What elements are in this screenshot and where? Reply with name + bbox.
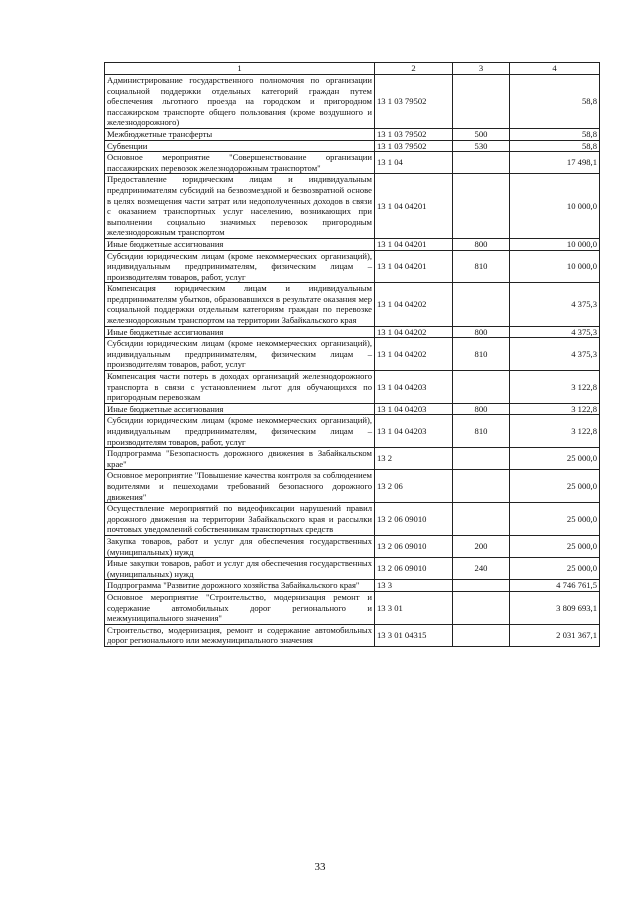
table-row [105, 503, 600, 536]
row-amount: 4 375,3 [510, 338, 600, 371]
row-name: Иные бюджетные ассигнования [105, 238, 375, 250]
row-amount: 25 000,0 [510, 535, 600, 557]
table-row [105, 75, 600, 129]
row-amount: 2 031 367,1 [510, 624, 600, 646]
row-name: Субвенции [105, 140, 375, 152]
row-amount: 3 122,8 [510, 403, 600, 415]
row-name: Администрирование государственного полномочия по организации социальной поддержки отдельных категорий граждан путем обеспечения льготного проезда на городском и пригородном пассажирском транспорте общего пользования (кроме воздушного и железнодорожного) [105, 75, 375, 129]
header-col-2: 2 [375, 63, 453, 75]
row-code: 13 2 [375, 448, 453, 470]
row-amount: 58,8 [510, 140, 600, 152]
row-name: Подпрограмма "Безопасность дорожного движения в Забайкальском крае" [105, 448, 375, 470]
row-expense-type [453, 580, 510, 592]
table-row [105, 403, 600, 415]
row-expense-type: 800 [453, 403, 510, 415]
table-row [105, 415, 600, 448]
row-name: Иные бюджетные ассигнования [105, 403, 375, 415]
row-amount: 10 000,0 [510, 238, 600, 250]
row-amount: 25 000,0 [510, 558, 600, 580]
row-expense-type [453, 371, 510, 404]
row-code: 13 1 04 04202 [375, 338, 453, 371]
row-name: Субсидии юридическим лицам (кроме некоммерческих организаций), индивидуальным предпринимателям, физическим лицам – производителям товаров, работ, услуг [105, 338, 375, 371]
row-code: 13 3 [375, 580, 453, 592]
row-name: Основное мероприятие "Совершенствование организации пассажирских перевозок железнодорожным транспортом" [105, 152, 375, 174]
row-amount: 10 000,0 [510, 174, 600, 239]
row-amount: 25 000,0 [510, 470, 600, 503]
table-row [105, 624, 600, 646]
row-code: 13 1 04 [375, 152, 453, 174]
row-expense-type [453, 503, 510, 536]
row-code: 13 1 04 04201 [375, 250, 453, 283]
row-code: 13 2 06 [375, 470, 453, 503]
row-expense-type: 530 [453, 140, 510, 152]
header-col-3: 3 [453, 63, 510, 75]
row-name: Основное мероприятие "Повышение качества контроля за соблюдением водителями и пешеходами требований безопасного дорожного движения" [105, 470, 375, 503]
row-amount: 4 375,3 [510, 283, 600, 326]
row-name: Субсидии юридическим лицам (кроме некоммерческих организаций), индивидуальным предпринимателям, физическим лицам – производителям товаров, работ, услуг [105, 250, 375, 283]
table-row [105, 470, 600, 503]
row-name: Межбюджетные трансферты [105, 128, 375, 140]
row-code: 13 1 04 04203 [375, 403, 453, 415]
table-row [105, 174, 600, 239]
row-amount: 58,8 [510, 75, 600, 129]
row-expense-type [453, 591, 510, 624]
row-amount: 3 122,8 [510, 415, 600, 448]
table-row [105, 580, 600, 592]
table-row [105, 250, 600, 283]
row-expense-type: 810 [453, 250, 510, 283]
row-expense-type: 240 [453, 558, 510, 580]
row-code: 13 3 01 04315 [375, 624, 453, 646]
table-row [105, 326, 600, 338]
row-code: 13 1 04 04202 [375, 326, 453, 338]
row-name: Предоставление юридическим лицам и индивидуальным предпринимателям субсидий на безвозмездной и безвозвратной основе в целях возмещения части затрат или недополученных доходов в связи с оказанием транспортных услуг населению, возникающих при выполнении социально значимых перевозок пригородным железнодорожным транспортом [105, 174, 375, 239]
row-code: 13 2 06 09010 [375, 558, 453, 580]
row-expense-type [453, 174, 510, 239]
row-name: Субсидии юридическим лицам (кроме некоммерческих организаций), индивидуальным предпринимателям, физическим лицам – производителям товаров, работ, услуг [105, 415, 375, 448]
row-expense-type: 500 [453, 128, 510, 140]
row-amount: 58,8 [510, 128, 600, 140]
row-expense-type: 810 [453, 338, 510, 371]
row-code: 13 1 04 04203 [375, 415, 453, 448]
row-code: 13 3 01 [375, 591, 453, 624]
row-code: 13 1 04 04203 [375, 371, 453, 404]
row-expense-type: 200 [453, 535, 510, 557]
row-name: Осуществление мероприятий по видеофиксации нарушений правил дорожного движения на территории Забайкальского края и рассылки почтовых уведомлений собственникам транспортных средств [105, 503, 375, 536]
row-code: 13 1 03 79502 [375, 75, 453, 129]
row-code: 13 1 04 04202 [375, 283, 453, 326]
row-amount: 17 498,1 [510, 152, 600, 174]
row-amount: 4 746 761,5 [510, 580, 600, 592]
page-number: 33 [314, 861, 326, 873]
row-amount: 4 375,3 [510, 326, 600, 338]
table-row [105, 238, 600, 250]
row-code: 13 1 04 04201 [375, 238, 453, 250]
row-amount: 3 809 693,1 [510, 591, 600, 624]
table-header-row [105, 63, 600, 75]
row-expense-type [453, 152, 510, 174]
row-expense-type [453, 470, 510, 503]
header-col-4: 4 [510, 63, 600, 75]
row-name: Иные закупки товаров, работ и услуг для обеспечения государственных (муниципальных) нужд [105, 558, 375, 580]
budget-table [104, 62, 600, 647]
row-expense-type: 800 [453, 238, 510, 250]
table-row [105, 558, 600, 580]
row-name: Компенсация части потерь в доходах организаций железнодорожного транспорта в связи с установлением льгот для обучающихся по пригородным перевозкам [105, 371, 375, 404]
row-name: Компенсация юридическим лицам и индивидуальным предпринимателям убытков, образовавшихся в результате оказания мер социальной поддержки отдельным категориям граждан по перевозке железнодорожным транспортом на территории Забайкальского края [105, 283, 375, 326]
row-expense-type: 810 [453, 415, 510, 448]
table-row [105, 283, 600, 326]
table-row [105, 535, 600, 557]
row-expense-type: 800 [453, 326, 510, 338]
table-row [105, 371, 600, 404]
row-code: 13 2 06 09010 [375, 535, 453, 557]
row-expense-type [453, 283, 510, 326]
row-name: Основное мероприятие "Строительство, модернизация ремонт и содержание автомобильных дорог регионального и межмуниципального значения" [105, 591, 375, 624]
row-amount: 10 000,0 [510, 250, 600, 283]
row-amount: 25 000,0 [510, 448, 600, 470]
row-expense-type [453, 624, 510, 646]
row-code: 13 2 06 09010 [375, 503, 453, 536]
row-name: Иные бюджетные ассигнования [105, 326, 375, 338]
row-amount: 25 000,0 [510, 503, 600, 536]
table-row [105, 128, 600, 140]
row-name: Строительство, модернизация, ремонт и содержание автомобильных дорог регионального или межмуниципального значения [105, 624, 375, 646]
row-expense-type [453, 448, 510, 470]
row-code: 13 1 03 79502 [375, 140, 453, 152]
table-row [105, 591, 600, 624]
table-row [105, 338, 600, 371]
table-row [105, 140, 600, 152]
row-name: Подпрограмма "Развитие дорожного хозяйства Забайкальского края" [105, 580, 375, 592]
table-row [105, 152, 600, 174]
table-row [105, 448, 600, 470]
row-name: Закупка товаров, работ и услуг для обеспечения государственных (муниципальных) нужд [105, 535, 375, 557]
header-col-1: 1 [105, 63, 375, 75]
row-code: 13 1 04 04201 [375, 174, 453, 239]
row-code: 13 1 03 79502 [375, 128, 453, 140]
row-expense-type [453, 75, 510, 129]
row-amount: 3 122,8 [510, 371, 600, 404]
